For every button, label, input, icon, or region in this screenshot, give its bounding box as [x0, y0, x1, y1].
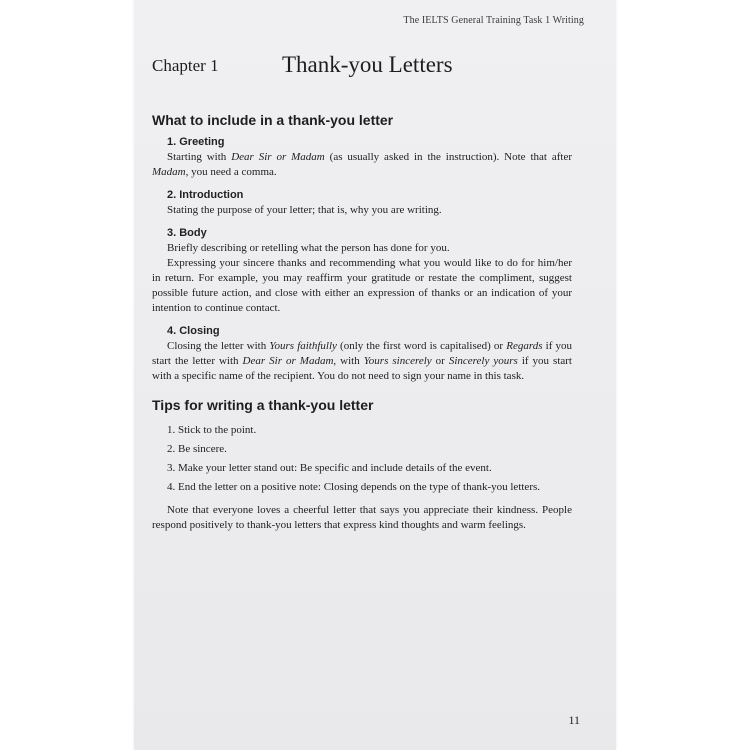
subheading-body: 3. Body [167, 227, 207, 239]
paragraph-body-1: Briefly describing or retelling what the person has done for you. [167, 242, 450, 254]
running-head: The IELTS General Training Task 1 Writing [403, 15, 584, 26]
book-page [134, 0, 616, 750]
paragraph-body-2: Expressing your sincere thanks and recommending what you would like to do for him/her in return. For example, you may reaffirm your gratitude or restate the compliment, suggest possible future action, and close with either an expression of thanks or an indication of your intention to continue contact. [152, 257, 572, 314]
paragraph-greeting: Starting with Dear Sir or Madam (as usually asked in the instruction). Note that after Madam, you need a comma. [152, 151, 572, 178]
page-number: 11 [568, 713, 580, 727]
tips-list [152, 421, 572, 497]
list-item: 1. Stick to the point. [167, 424, 257, 436]
page-content [152, 112, 572, 542]
paragraph-introduction: Stating the purpose of your letter; that is, why you are writing. [167, 204, 442, 216]
chapter-label: Chapter 1 [152, 56, 219, 75]
subheading-greeting: 1. Greeting [167, 136, 225, 148]
list-item: 4. End the letter on a positive note: Closing depends on the type of thank-you letters. [167, 481, 541, 493]
section-heading-tips: Tips for writing a thank-you letter [152, 397, 374, 413]
chapter-header [152, 52, 596, 86]
paragraph-closing: Closing the letter with Yours faithfully (only the first word is capitalised) or Regards if you start the letter with Dear Sir or Madam, with Yours sincerely or Sincerely yours if you start with a specific name of the recipient. You do not need to sign your name in this task. [152, 340, 572, 382]
chapter-title: Thank-you Letters [282, 52, 453, 77]
section-heading-include: What to include in a thank-you letter [152, 112, 394, 128]
paragraph-note: Note that everyone loves a cheerful letter that says you appreciate their kindness. People respond positively to thank-you letters that express kind thoughts and warm feelings. [152, 504, 572, 531]
subheading-introduction: 2. Introduction [167, 189, 244, 201]
list-item: 2. Be sincere. [167, 443, 227, 455]
subheading-closing: 4. Closing [167, 325, 220, 337]
list-item: 3. Make your letter stand out: Be specific and include details of the event. [167, 462, 492, 474]
